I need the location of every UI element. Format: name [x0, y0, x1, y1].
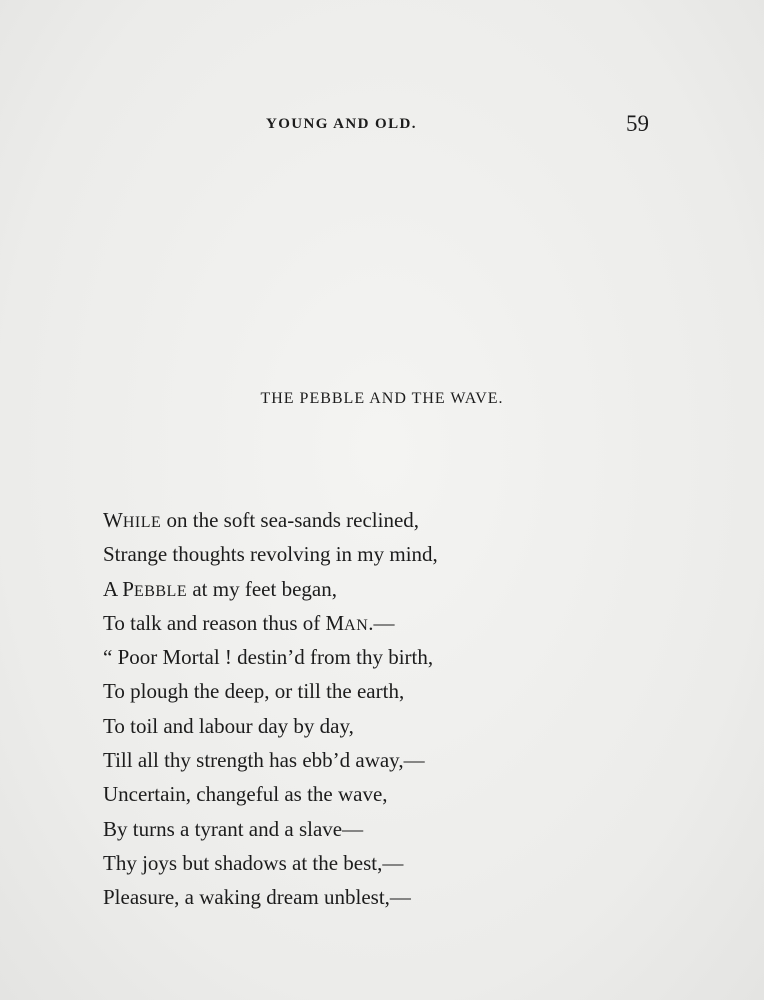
poem-line: By turns a tyrant and a slave— [103, 816, 364, 841]
poem-line: Till all thy strength has ebb’d away,— [103, 748, 425, 773]
poem-line: A PEBBLE at my feet began, [103, 576, 337, 601]
page-number: 59 [626, 111, 649, 136]
poem-line: Strange thoughts revolving in my mind, [103, 542, 438, 567]
poem-line: “ Poor Mortal ! destin’d from thy birth, [103, 645, 434, 670]
poem-line: To talk and reason thus of MAN.— [103, 610, 395, 635]
poem-line: To plough the deep, or till the earth, [103, 679, 405, 704]
poem-line: Thy joys but shadows at the best,— [103, 850, 404, 875]
poem-line: Pleasure, a waking dream unblest,— [103, 885, 411, 910]
poem-line: To toil and labour day by day, [103, 713, 354, 738]
poem-title: THE PEBBLE AND THE WAVE. [260, 390, 504, 407]
poem-line: WHILE on the soft sea-sands reclined, [103, 508, 420, 532]
poem-body [103, 503, 703, 915]
running-head-title: YOUNG AND OLD. [266, 116, 417, 132]
running-head [0, 112, 764, 142]
poem-line: Uncertain, changeful as the wave, [103, 782, 388, 807]
